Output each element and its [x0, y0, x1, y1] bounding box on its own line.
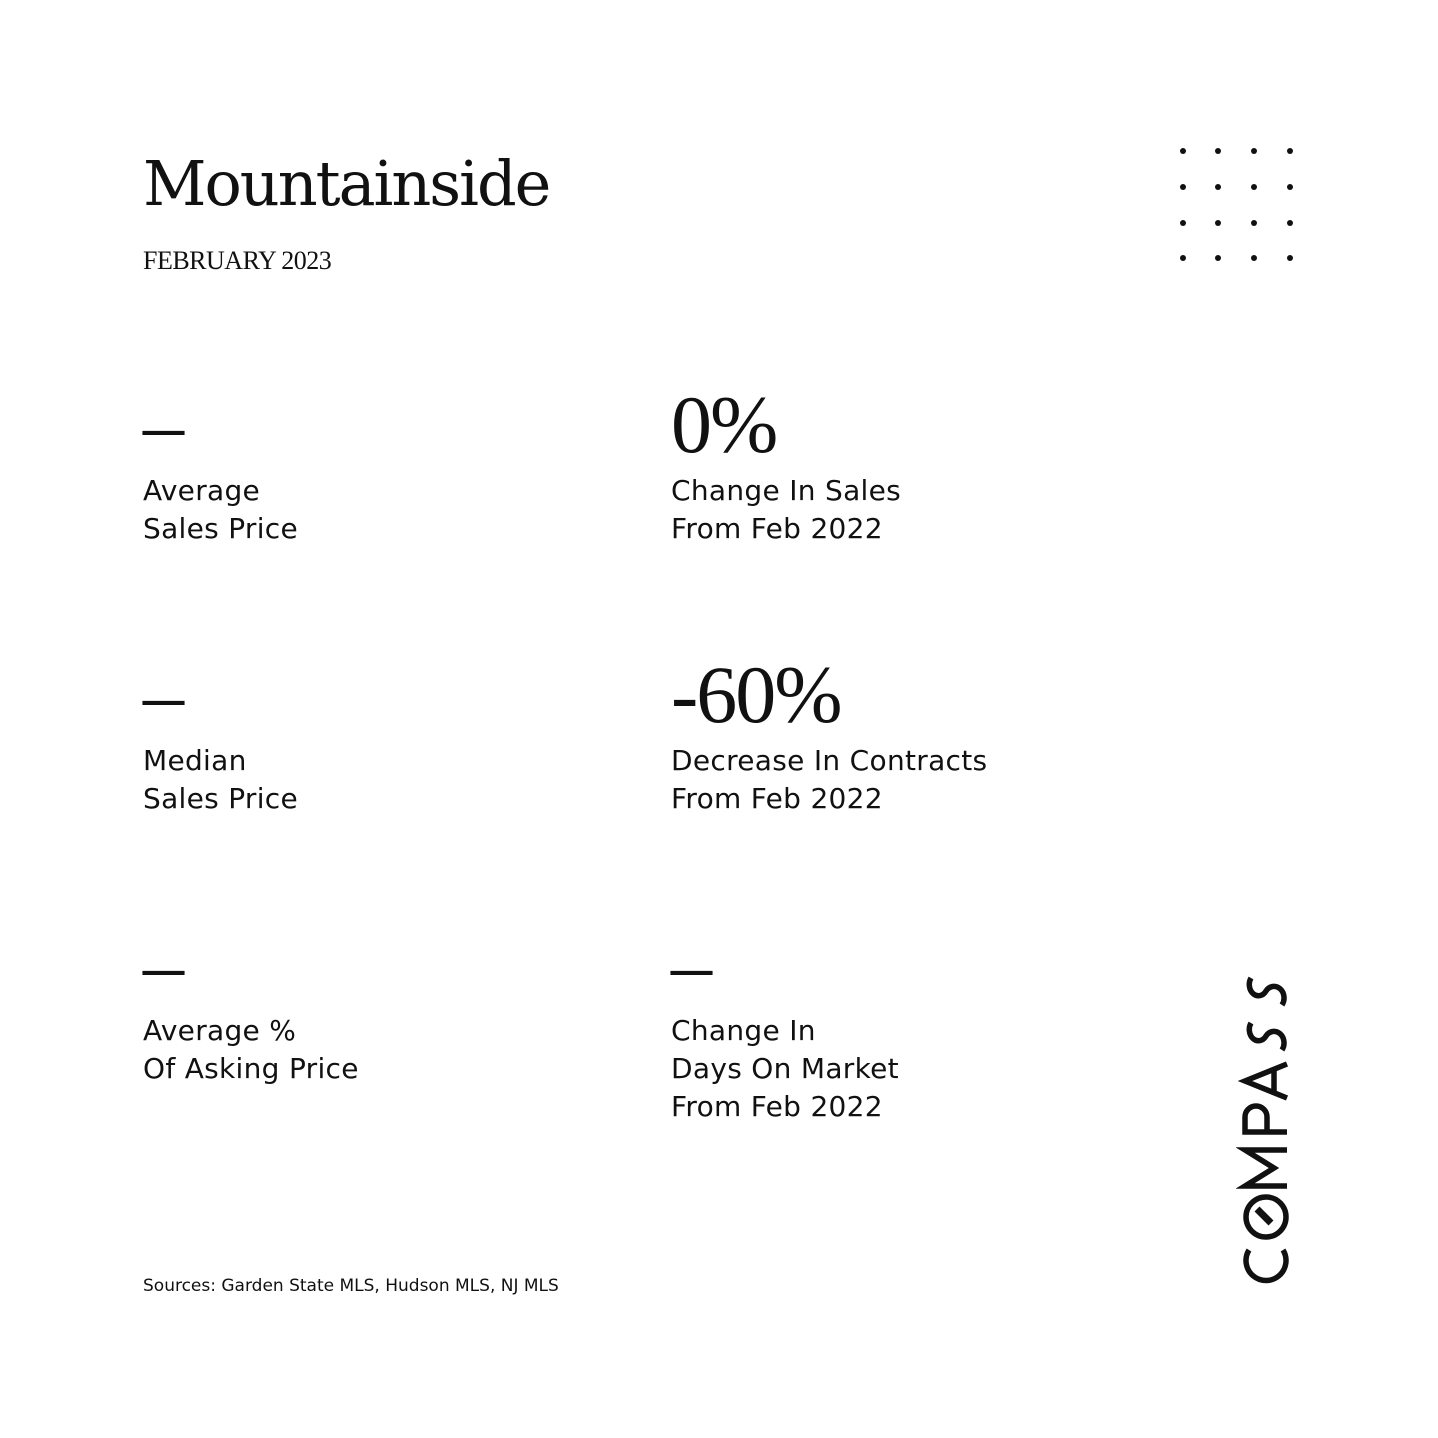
dot-grid-icon [1172, 140, 1302, 270]
stat-label [671, 1012, 899, 1126]
stat-label-line: Of Asking Price [143, 1052, 359, 1085]
stat-value: 0% [671, 379, 777, 470]
stat-value: – [143, 649, 182, 740]
stat-label [671, 472, 901, 548]
stat-label-line: From Feb 2022 [671, 782, 883, 815]
stat-decrease-in-contracts [671, 649, 988, 818]
stat-value: – [671, 919, 710, 1010]
stat-label-line: From Feb 2022 [671, 1090, 883, 1123]
page-title: Mountainside [143, 147, 550, 220]
stat-value: – [143, 919, 182, 1010]
stat-label-line: Change In Sales [671, 474, 902, 507]
stat-value: -60% [671, 649, 841, 740]
stat-label [671, 742, 987, 818]
stat-median-sales-price [143, 649, 299, 818]
stat-label-line: Sales Price [143, 512, 299, 545]
stat-label [143, 1012, 359, 1088]
report-date: FEBRUARY 2023 [143, 246, 332, 275]
sources-note: Sources: Garden State MLS, Hudson MLS, NJ MLS [143, 1276, 559, 1296]
stat-label-line: Average [143, 474, 261, 507]
stat-average-sales-price [143, 379, 299, 548]
stat-label-line: Median [143, 744, 247, 777]
stat-label [143, 472, 298, 548]
compass-logo [1236, 955, 1296, 1295]
stat-label-line: From Feb 2022 [671, 512, 883, 545]
stat-value: – [143, 379, 182, 470]
stat-label-line: Change In [671, 1014, 816, 1047]
stat-change-in-days-on-market [671, 919, 899, 1126]
stat-label-line: Average % [143, 1014, 297, 1047]
stat-label-line: Sales Price [143, 782, 299, 815]
stat-average-percent-of-asking [143, 919, 359, 1088]
stat-label-line: Decrease In Contracts [671, 744, 988, 777]
stat-change-in-sales [671, 379, 902, 548]
stat-label [143, 742, 298, 818]
stat-label-line: Days On Market [671, 1052, 899, 1085]
